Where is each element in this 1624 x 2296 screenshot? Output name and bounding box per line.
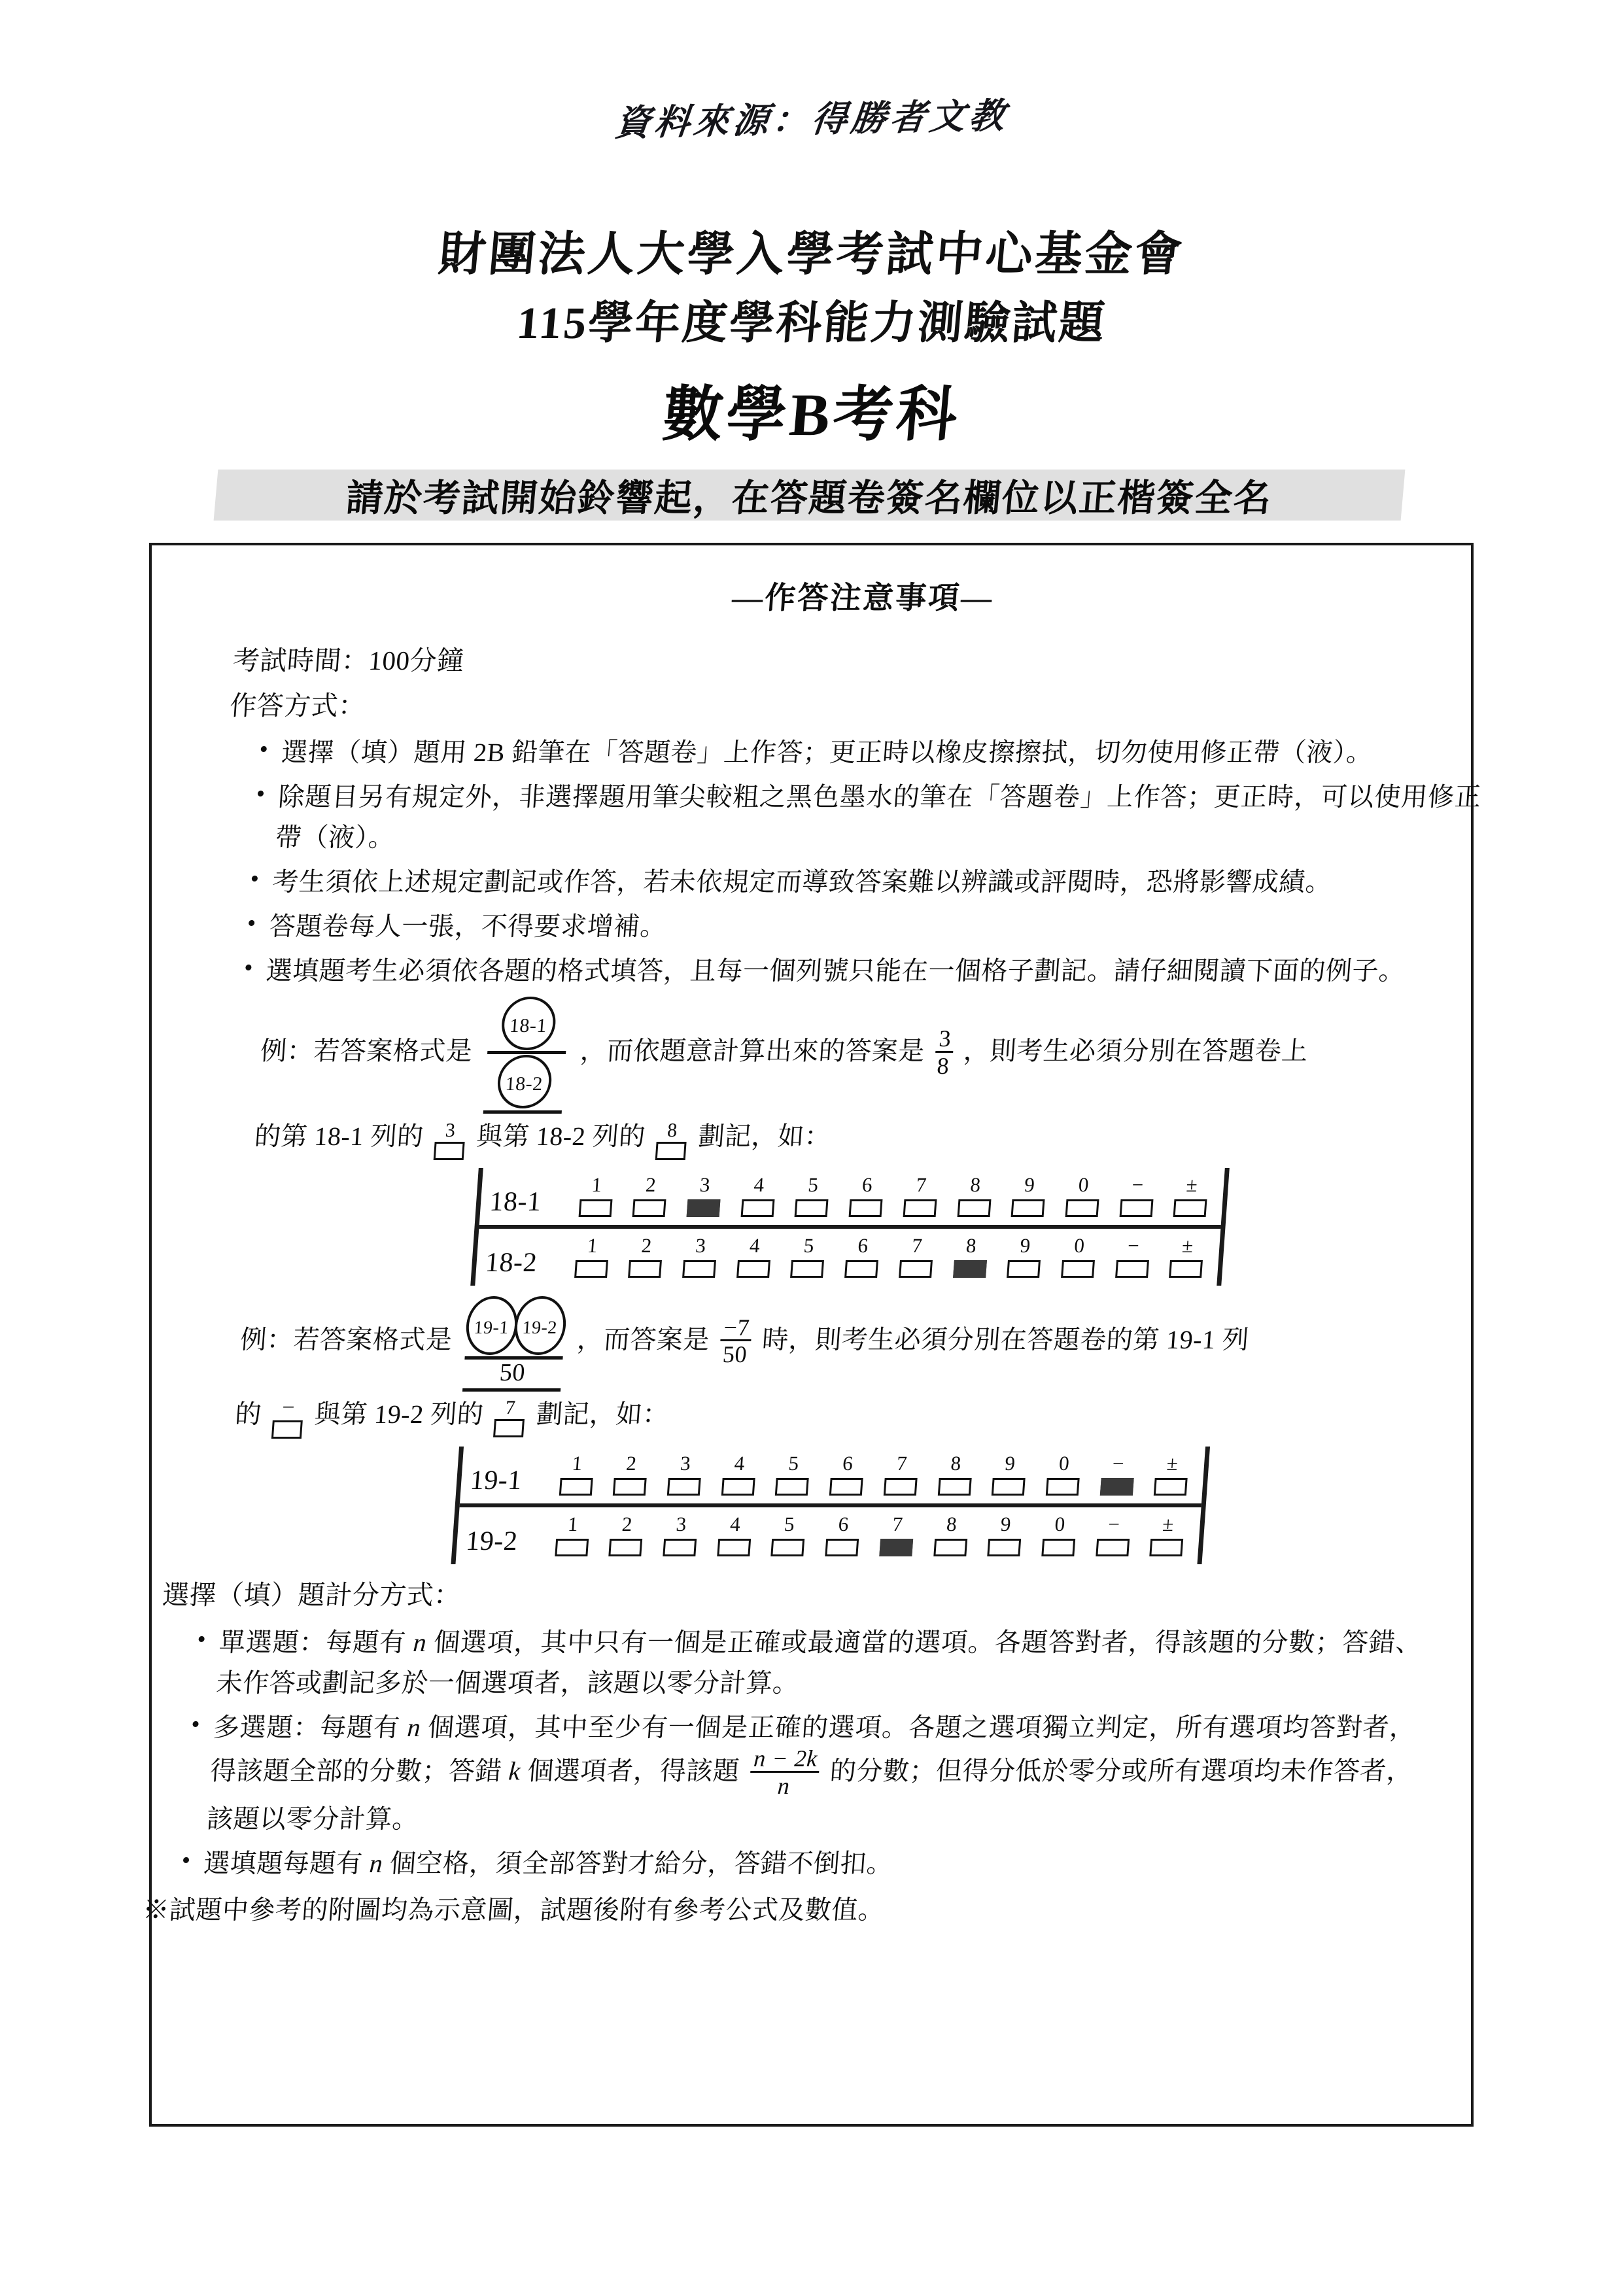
mark-digit: 3	[444, 1119, 457, 1141]
cell-box[interactable]	[1065, 1199, 1099, 1217]
cell-label: 2	[645, 1173, 657, 1196]
cell-box[interactable]	[903, 1199, 937, 1217]
single-choice-text-b: 個選項，其中只有一個是正確或最適當的選項。各題答對者，得該題的分數；答錯、未作答或劃記多於一個選項者，該題以零分計算。	[215, 1627, 1423, 1698]
answer-cell[interactable]	[553, 1453, 600, 1496]
list-item: • 選填題考生必須依各題的格式填答，且每一個列號只能在一個格子劃記。請仔細閱讀下面的例子。	[243, 951, 1470, 991]
cell-label: 7	[895, 1452, 908, 1475]
answer-grid-one-container	[222, 1168, 1455, 1286]
cell-box-filled[interactable]	[687, 1199, 721, 1217]
cell-box[interactable]	[559, 1478, 593, 1496]
subject-title: 數學B考科	[660, 381, 963, 448]
cell-box[interactable]	[608, 1539, 642, 1556]
answer-row-circle-18-1: 18-1	[500, 997, 557, 1050]
table-row	[455, 1503, 1201, 1564]
cell-box[interactable]	[1096, 1539, 1130, 1556]
cell-label: 7	[911, 1233, 924, 1257]
cell-box[interactable]	[933, 1539, 967, 1556]
signature-instruction-banner: 請於考試開始鈴響起，在答題卷簽名欄位以正楷簽全名	[214, 470, 1406, 521]
example-one-line2-a: 的第 18-1 列的	[253, 1122, 425, 1152]
cell-label: 0	[1077, 1173, 1090, 1196]
cell-box[interactable]	[721, 1478, 755, 1496]
cell-box[interactable]	[740, 1199, 774, 1217]
answer-cell[interactable]	[893, 1235, 941, 1278]
example-one-tail: ，則考生必須分別在答題卷上	[962, 1036, 1309, 1066]
source-attribution-handwriting: 資料來源：得勝者文教	[613, 94, 1011, 144]
multi-choice-text-a: 多選題：每題有	[212, 1712, 402, 1742]
cell-label: 0	[1073, 1233, 1086, 1257]
answer-method-label: 作答方式：	[228, 690, 367, 721]
multi-choice-text-b: 個選項，其中至少有一個是正確的選項。各題之選項獨立判定，所有選項均答對者，得該題全部的分數；答錯	[209, 1712, 1417, 1786]
multi-choice-text-c: 個選項者，得該題	[526, 1756, 741, 1786]
cell-box[interactable]	[1115, 1260, 1149, 1278]
cell-box[interactable]	[1061, 1260, 1095, 1278]
cell-label: 9	[1024, 1173, 1036, 1196]
example-two-answer-fraction	[719, 1316, 753, 1367]
cell-box[interactable]	[771, 1539, 805, 1556]
cell-group-18-1	[572, 1174, 1215, 1217]
mark-digit: 7	[504, 1397, 517, 1419]
answer-cell[interactable]	[1001, 1235, 1048, 1278]
example-two-middle: ，而答案是	[576, 1324, 711, 1354]
cell-box[interactable]	[1046, 1478, 1080, 1496]
cell-label: 6	[857, 1233, 869, 1257]
answer-grid-two-container	[202, 1447, 1436, 1564]
cell-box[interactable]	[663, 1539, 697, 1556]
cell-box[interactable]	[1169, 1260, 1203, 1278]
fraction-denominator: 50	[498, 1358, 527, 1386]
answer-grid-19	[451, 1447, 1210, 1564]
variable-n: n	[368, 1849, 385, 1879]
answer-cell[interactable]	[1035, 1514, 1083, 1556]
cell-label: 9	[999, 1513, 1012, 1536]
cell-label: 6	[861, 1173, 874, 1196]
row-label-19-2: 19-2	[464, 1526, 519, 1557]
answer-cell[interactable]	[927, 1514, 975, 1556]
cell-label: 4	[748, 1233, 761, 1257]
cell-box[interactable]	[1154, 1478, 1188, 1496]
answer-cell[interactable]	[897, 1174, 944, 1217]
answer-cell[interactable]	[931, 1453, 979, 1496]
fill-in-text-a: 選填題每題有	[202, 1849, 364, 1879]
example-one-answer-fraction	[933, 1027, 954, 1078]
cell-box[interactable]	[790, 1260, 824, 1278]
row-label-19-1: 19-1	[469, 1465, 523, 1496]
answer-cell[interactable]	[568, 1235, 616, 1278]
cell-label: 0	[1058, 1452, 1071, 1475]
cell-group-19-1	[553, 1453, 1196, 1496]
answer-cell[interactable]	[627, 1174, 674, 1217]
scoring-formula-fraction	[748, 1747, 821, 1798]
fraction-underline	[462, 1388, 560, 1392]
example-one-line2-b: 與第 18-2 列的	[475, 1122, 647, 1152]
cell-label: −	[1131, 1173, 1145, 1196]
cell-label: 8	[950, 1452, 962, 1475]
answer-cell[interactable]	[715, 1453, 763, 1496]
fraction-numerator: n − 2k	[753, 1745, 819, 1772]
footer-note: ※試題中參考的附圖均為示意圖，試題後附有參考公式及數值。	[141, 1895, 886, 1925]
answer-cell-plusminus[interactable]	[1148, 1453, 1196, 1496]
cell-box[interactable]	[574, 1260, 608, 1278]
answer-cell[interactable]	[572, 1174, 620, 1217]
answer-cell-plusminus[interactable]	[1167, 1174, 1215, 1217]
answer-cell-plusminus[interactable]	[1163, 1235, 1211, 1278]
list-item: • 考生須依上述規定劃記或作答，若未依規定而導致答案難以辨識或評閱時，恐將影響成績。	[249, 862, 1476, 902]
mark-cell-reference-minus	[271, 1397, 304, 1439]
example-one-middle: ，而依題意計算出來的答案是	[579, 1036, 926, 1066]
mark-digit: −	[281, 1396, 296, 1420]
cell-box[interactable]	[992, 1478, 1026, 1496]
answer-cell[interactable]	[622, 1235, 670, 1278]
scoring-bullet-list	[141, 1622, 1423, 1884]
scoring-section-heading: 選擇（填）題計分方式：	[161, 1580, 462, 1611]
example-two-line2-a: 的	[233, 1399, 263, 1429]
cell-box[interactable]	[1119, 1199, 1153, 1217]
fraction-numerator: 3	[938, 1025, 952, 1052]
instructions-heading: —作答注意事項—	[731, 581, 995, 615]
cell-box[interactable]	[795, 1199, 829, 1217]
answer-cell[interactable]	[982, 1514, 1029, 1556]
fraction-underline	[483, 1110, 561, 1114]
example-two-format-fraction	[462, 1296, 566, 1392]
instructions-box	[141, 543, 1483, 2127]
cell-label: 1	[571, 1452, 583, 1475]
cell-label: 2	[625, 1452, 638, 1475]
fraction-numerator: −7	[723, 1314, 751, 1341]
answer-cell-minus[interactable]	[1113, 1174, 1161, 1217]
answer-cell[interactable]	[1005, 1174, 1053, 1217]
table-row	[475, 1225, 1221, 1286]
answer-cell[interactable]	[657, 1514, 704, 1556]
multi-choice-text-d: 的分數；但得分低於零分或所有選項均未作答者，該題以零分計算。	[205, 1756, 1415, 1834]
cell-box-filled[interactable]	[879, 1539, 913, 1556]
list-item: • 選擇（填）題用 2B 鉛筆在「答題卷」上作答；更正時以橡皮擦擦拭，切勿使用修正帶（液）。	[258, 732, 1485, 773]
list-item: • 除題目另有規定外，非選擇題用筆尖較粗之黑色墨水的筆在「答題卷」上作答；更正時，可以使用修正帶（液）。	[252, 777, 1483, 858]
example-one-format-fraction	[483, 997, 570, 1114]
cell-box[interactable]	[957, 1199, 991, 1217]
cell-box[interactable]	[555, 1539, 589, 1556]
cell-label: −	[1111, 1452, 1126, 1475]
exam-duration: 考試時間：100分鐘	[232, 645, 466, 676]
single-choice-text-a: 單選題：每題有	[218, 1627, 407, 1657]
cell-label: 2	[621, 1513, 634, 1536]
cell-box[interactable]	[844, 1260, 878, 1278]
answer-cell[interactable]	[734, 1174, 782, 1217]
cell-label: 2	[640, 1233, 653, 1257]
example-two-marking-line	[211, 1394, 1440, 1438]
example-one-lead: 例：若答案格式是	[259, 1036, 474, 1066]
example-two-statement	[215, 1295, 1446, 1390]
mark-cell-reference-7	[493, 1398, 526, 1437]
answer-cell[interactable]	[823, 1453, 871, 1496]
cell-label: 1	[586, 1233, 599, 1257]
cell-box[interactable]	[937, 1478, 971, 1496]
cell-label: 8	[969, 1173, 982, 1196]
answer-row-circle-19-2: 19-2	[512, 1296, 567, 1355]
answer-cell[interactable]	[676, 1235, 724, 1278]
answer-cell-minus[interactable]	[1094, 1453, 1141, 1496]
mark-box	[655, 1142, 687, 1160]
answer-cell[interactable]	[819, 1514, 867, 1556]
answer-cell[interactable]	[769, 1453, 817, 1496]
cell-label: 9	[1019, 1233, 1032, 1257]
cell-label: 7	[891, 1513, 904, 1536]
cell-label: 5	[787, 1452, 800, 1475]
cell-label: 9	[1004, 1452, 1016, 1475]
example-two-tail: 時，則考生必須分別在答題卷的第 19-1 列	[761, 1324, 1251, 1354]
list-item-fill-in	[180, 1843, 1408, 1884]
mark-cell-reference-8	[655, 1121, 688, 1160]
cell-label: 5	[783, 1513, 796, 1536]
fraction-denominator: 8	[933, 1051, 952, 1078]
example-one-marking-line	[231, 1116, 1459, 1159]
cell-box[interactable]	[829, 1478, 863, 1496]
mark-box	[434, 1142, 465, 1160]
instruction-bullet-list	[163, 732, 1485, 1564]
answer-cell[interactable]	[789, 1174, 837, 1217]
cell-label: 3	[679, 1452, 692, 1475]
answer-cell[interactable]	[873, 1514, 921, 1556]
example-two-lead: 例：若答案格式是	[239, 1324, 454, 1354]
cell-box[interactable]	[899, 1260, 933, 1278]
answer-row-circle-19-1: 19-1	[464, 1296, 519, 1355]
cell-label: −	[1127, 1233, 1141, 1257]
cell-label: 3	[695, 1233, 707, 1257]
cell-label: 8	[946, 1513, 958, 1536]
answer-cell[interactable]	[784, 1235, 832, 1278]
answer-row-circle-18-2: 18-2	[496, 1055, 553, 1108]
variable-n: n	[412, 1627, 428, 1657]
cell-label: ±	[1162, 1513, 1175, 1536]
organization-title: 財團法人大學入學考試中心基金會	[436, 228, 1187, 281]
row-label-18-1: 18-1	[489, 1186, 543, 1217]
answer-cell[interactable]	[731, 1235, 778, 1278]
cell-box[interactable]	[717, 1539, 751, 1556]
answer-cell[interactable]	[681, 1174, 729, 1217]
cell-box-filled[interactable]	[953, 1260, 987, 1278]
cell-label: 4	[733, 1452, 746, 1475]
cell-label: 4	[729, 1513, 742, 1536]
fill-in-text-b: 個空格，須全部答對才給分，答錯不倒扣。	[389, 1849, 895, 1879]
variable-n: n	[406, 1712, 422, 1742]
list-item-single-choice	[193, 1622, 1424, 1704]
answer-cell[interactable]	[765, 1514, 813, 1556]
answer-cell[interactable]	[838, 1235, 886, 1278]
example-two-line2-b: 與第 19-2 列的	[313, 1399, 485, 1429]
cell-label: −	[1107, 1513, 1121, 1536]
mark-box	[271, 1420, 303, 1439]
cell-label: 5	[803, 1233, 816, 1257]
cell-label: ±	[1185, 1173, 1199, 1196]
answer-cell[interactable]	[1040, 1453, 1088, 1496]
cell-label: 3	[699, 1173, 712, 1196]
list-item: • 答題卷每人一張，不得要求增補。	[245, 906, 1473, 947]
cell-box[interactable]	[632, 1199, 666, 1217]
cell-group-19-2	[549, 1514, 1192, 1556]
answer-cell[interactable]	[947, 1235, 995, 1278]
cell-box-filled[interactable]	[1099, 1478, 1133, 1496]
cell-box[interactable]	[578, 1199, 612, 1217]
circle-pair	[464, 1296, 566, 1355]
cell-box[interactable]	[775, 1478, 809, 1496]
example-one-statement	[234, 995, 1468, 1112]
cell-box[interactable]	[682, 1260, 716, 1278]
cell-label: 7	[915, 1173, 928, 1196]
example-two-line2-c: 劃記，如：	[535, 1399, 670, 1429]
answer-cell[interactable]	[602, 1514, 650, 1556]
row-label-18-2: 18-2	[484, 1247, 538, 1278]
cell-label: ±	[1166, 1452, 1179, 1475]
answer-cell[interactable]	[1060, 1174, 1107, 1217]
fraction-denominator: 50	[719, 1339, 752, 1367]
answer-cell[interactable]	[661, 1453, 709, 1496]
answer-cell-minus[interactable]	[1109, 1235, 1157, 1278]
answer-cell[interactable]	[607, 1453, 655, 1496]
mark-digit: 8	[666, 1119, 678, 1141]
cell-label: 3	[675, 1513, 687, 1536]
example-one-line2-c: 劃記，如：	[697, 1122, 832, 1152]
cell-label: 5	[807, 1173, 820, 1196]
mark-box	[493, 1419, 525, 1437]
mark-cell-reference-3	[434, 1121, 466, 1160]
cell-box[interactable]	[884, 1478, 918, 1496]
cell-box[interactable]	[613, 1478, 647, 1496]
cell-label: 8	[965, 1233, 978, 1257]
cell-label: 6	[842, 1452, 854, 1475]
cell-group-18-2	[568, 1235, 1211, 1278]
answer-cell[interactable]	[843, 1174, 891, 1217]
cell-box[interactable]	[628, 1260, 662, 1278]
answer-cell[interactable]	[1055, 1235, 1103, 1278]
cell-box[interactable]	[825, 1539, 859, 1556]
answer-cell[interactable]	[878, 1453, 925, 1496]
answer-grid-18	[470, 1168, 1230, 1286]
cell-box[interactable]	[849, 1199, 883, 1217]
fraction-denominator: n	[748, 1771, 819, 1798]
cell-box[interactable]	[1150, 1539, 1184, 1556]
table-row	[459, 1447, 1205, 1503]
cell-box[interactable]	[1173, 1199, 1207, 1217]
answer-cell[interactable]	[986, 1453, 1033, 1496]
answer-cell[interactable]	[549, 1514, 596, 1556]
cell-box[interactable]	[1011, 1199, 1045, 1217]
answer-cell[interactable]	[711, 1514, 759, 1556]
cell-label: 1	[566, 1513, 579, 1536]
cell-label: 4	[753, 1173, 765, 1196]
answer-cell-minus[interactable]	[1090, 1514, 1137, 1556]
answer-cell[interactable]	[951, 1174, 999, 1217]
cell-label: 6	[837, 1513, 850, 1536]
cell-box[interactable]	[988, 1539, 1022, 1556]
cell-box[interactable]	[1007, 1260, 1041, 1278]
cell-box[interactable]	[667, 1478, 701, 1496]
cell-box[interactable]	[1041, 1539, 1075, 1556]
answer-cell-plusminus[interactable]	[1144, 1514, 1192, 1556]
cell-label: 1	[591, 1173, 603, 1196]
cell-label: 0	[1054, 1513, 1066, 1536]
cell-label: ±	[1181, 1233, 1194, 1257]
list-item-multi-choice	[183, 1707, 1417, 1840]
exam-name-title: 115學年度學科能力測驗試題	[515, 298, 1109, 348]
variable-k: k	[508, 1756, 522, 1786]
cell-box[interactable]	[736, 1260, 770, 1278]
table-row	[479, 1168, 1224, 1225]
